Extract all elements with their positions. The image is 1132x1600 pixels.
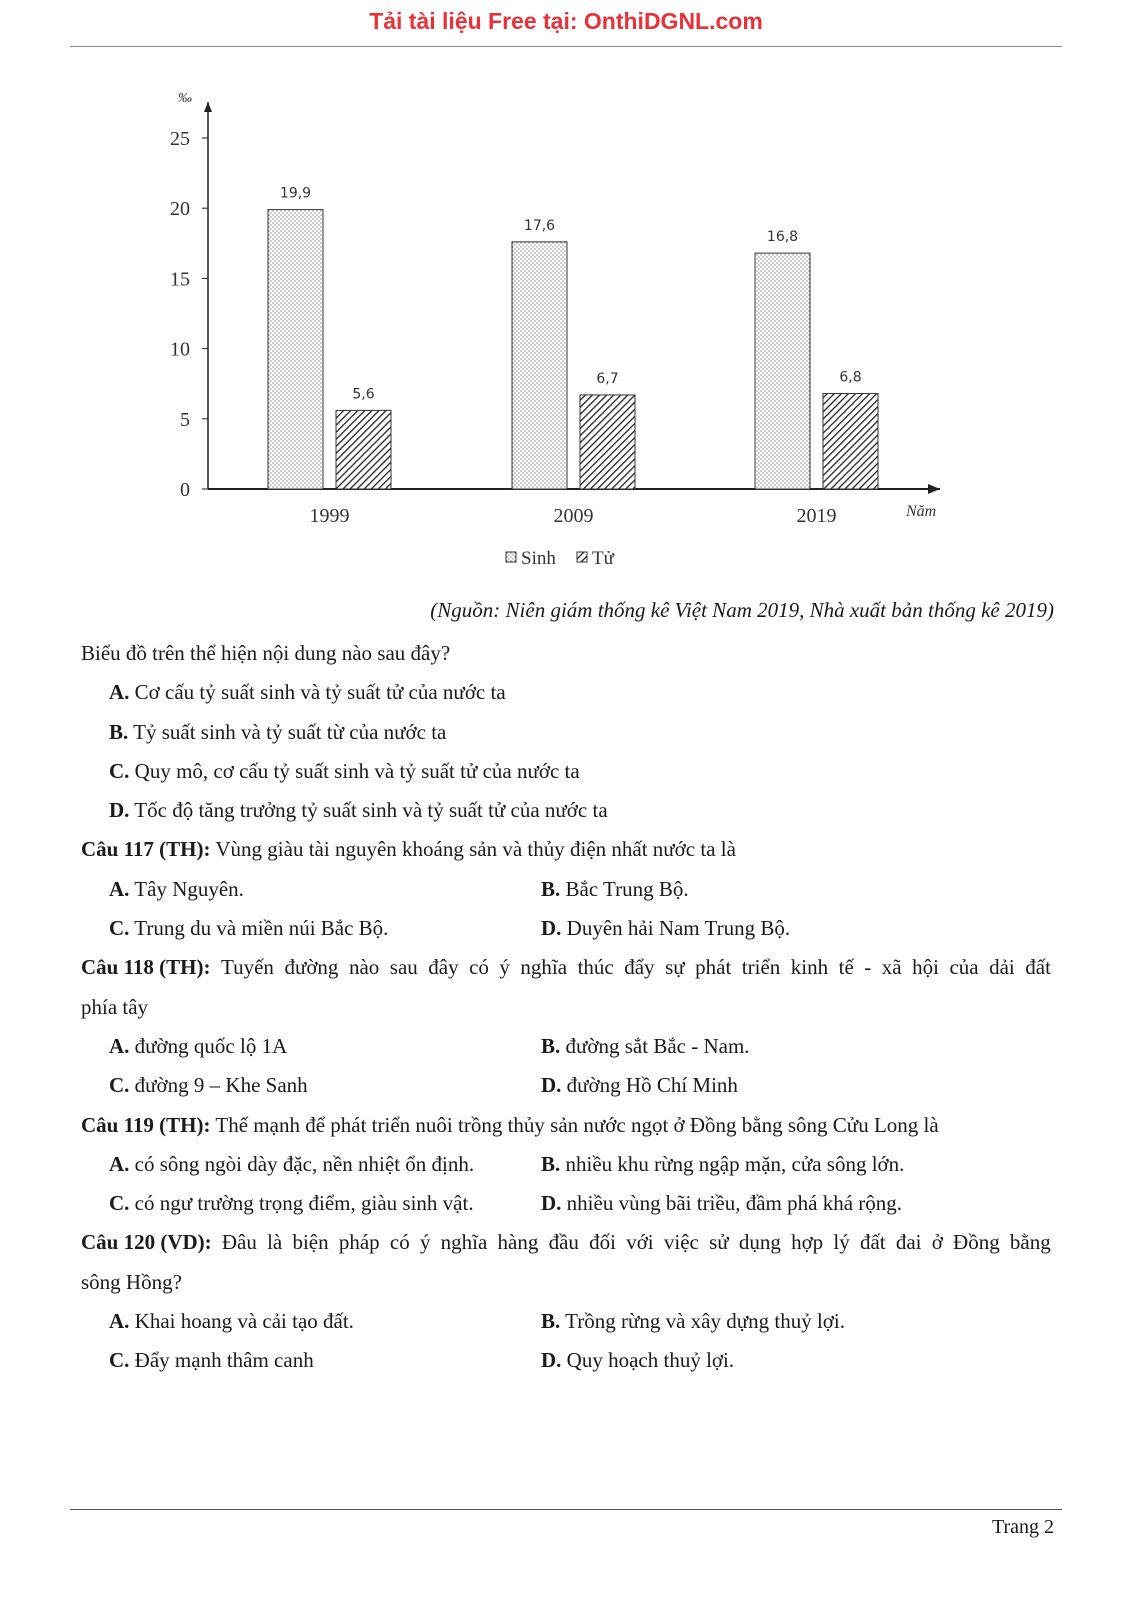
x-tick-label: 2009 (553, 505, 594, 527)
legend-swatch (506, 552, 516, 562)
q116-option-c[interactable]: C. Quy mô, cơ cấu tỷ suất sinh và tỷ suất tử của nước ta (109, 758, 580, 783)
q119-option-a[interactable]: A. có sông ngòi dày đặc, nền nhiệt ổn định. (109, 1151, 475, 1176)
death-bar (336, 410, 391, 489)
q118-word: có (469, 955, 489, 980)
q118-word: sau (389, 955, 418, 980)
q118-word: đây (428, 955, 459, 980)
q117-option-c[interactable]: C. Trung du và miền núi Bắc Bộ. (109, 916, 389, 941)
q117-option-a[interactable]: A. Tây Nguyên. (109, 876, 244, 901)
q118-word: dải (989, 955, 1015, 980)
page-number: Trang 2 (991, 1516, 1054, 1538)
header-divider (70, 46, 1062, 47)
question-118 (81, 948, 1051, 987)
x-axis-arrow (928, 484, 940, 494)
q118-option-a[interactable]: A. đường quốc lộ 1A (109, 1033, 288, 1058)
q118-word: triển (741, 955, 781, 980)
q118-word: đất (1025, 955, 1051, 980)
q120-word: lý (833, 1230, 850, 1255)
q120-option-b[interactable]: B. Trồng rừng và xây dựng thuỷ lợi. (541, 1309, 845, 1334)
q118-word: nào (348, 955, 380, 980)
q120-word: hợp (791, 1230, 824, 1255)
question-116-text: Biểu đồ trên thể hiện nội dung nào sau đây? (81, 641, 451, 665)
q120-word: việc (663, 1230, 699, 1255)
q118-word: tế (838, 955, 854, 980)
q120-word: dụng (738, 1230, 781, 1255)
q120-word: ở (931, 1230, 943, 1255)
q120-word: bằng (1009, 1230, 1051, 1255)
q118-word: phát (695, 955, 732, 980)
q120-word: đai (895, 1230, 922, 1255)
q120-word: có (389, 1230, 410, 1255)
q118-word: đường (284, 955, 339, 980)
q120-word: pháp (338, 1230, 380, 1255)
x-tick-label: 1999 (309, 505, 350, 527)
q117-option-b[interactable]: B. Bắc Trung Bộ. (541, 876, 689, 901)
x-tick-label: 2019 (796, 505, 837, 527)
y-tick-label: 15 (170, 268, 190, 291)
question-120 (81, 1223, 1051, 1262)
q120-option-c[interactable]: C. Đẩy mạnh thâm canh (109, 1348, 314, 1373)
q120-label: Câu 120 (VD): (81, 1230, 212, 1255)
q118-word: đẩy (624, 955, 655, 980)
death-bar (580, 395, 635, 489)
q120-word: nghĩa (440, 1230, 488, 1255)
q118-word: nghĩa (520, 955, 568, 980)
data-label: 19,9 (279, 185, 312, 202)
q118-word: - (864, 955, 872, 980)
question-list (81, 634, 1051, 1381)
q120-word: Đâu (221, 1230, 257, 1255)
q120-word: sử (709, 1230, 729, 1255)
legend-label: Tử (592, 548, 614, 569)
q118-option-d[interactable]: D. đường Hồ Chí Minh (541, 1073, 738, 1098)
data-label: 5,6 (352, 386, 375, 403)
q119-option-c[interactable]: C. có ngư trường trọng điểm, giàu sinh vật. (109, 1191, 474, 1216)
y-tick-label: 25 (170, 128, 190, 150)
q116-option-d[interactable]: D. Tốc độ tăng trưởng tỷ suất sinh và tỷ suất tử của nước ta (109, 798, 608, 823)
birth-bar (512, 242, 567, 489)
download-banner[interactable]: Tải tài liệu Free tại: OnthiDGNL.com (369, 8, 763, 34)
chart-source: (Nguồn: Niên giám thống kê Việt Nam 2019, Nhà xuất bản thống kê 2019) (430, 598, 1054, 622)
birth-bar (755, 253, 810, 489)
q120-word: Đồng (953, 1230, 1000, 1255)
q118-word: Tuyến (221, 955, 274, 980)
y-axis-unit: ‰ (178, 91, 192, 106)
q118-word: hội (912, 955, 939, 980)
data-label: 6,7 (596, 370, 619, 387)
question-117: Câu 117 (TH): Vùng giàu tài nguyên khoáng sản và thủy điện nhất nước ta là (81, 837, 736, 862)
q116-option-a[interactable]: A. Cơ cấu tỷ suất sinh và tỷ suất tử của nước ta (109, 680, 506, 705)
q120-word: ý (419, 1230, 431, 1255)
q120-word: là (267, 1230, 283, 1255)
legend-swatch (577, 552, 587, 562)
q119-option-b[interactable]: B. nhiều khu rừng ngập mặn, cửa sông lớn. (541, 1151, 905, 1176)
death-bar (823, 394, 878, 489)
footer-divider (70, 1509, 1062, 1510)
q118-label: Câu 118 (TH): (81, 955, 211, 980)
birth-death-rate-chart (150, 80, 970, 580)
q120-word: với (626, 1230, 654, 1255)
q117-option-d[interactable]: D. Duyên hải Nam Trung Bộ. (541, 916, 791, 941)
q120-word: đầu (548, 1230, 579, 1255)
birth-bar (268, 210, 323, 489)
q120-option-d[interactable]: D. Quy hoạch thuỷ lợi. (541, 1348, 735, 1373)
q116-option-b[interactable]: B. Tỷ suất sinh và tỷ suất từ của nước ta (109, 719, 447, 744)
data-label: 17,6 (523, 217, 556, 234)
y-tick-label: 0 (180, 479, 190, 501)
q120-word: đất (859, 1230, 886, 1255)
q118-option-b[interactable]: B. đường sắt Bắc - Nam. (541, 1033, 750, 1058)
y-axis-arrow (204, 102, 212, 112)
data-label: 16,8 (766, 229, 799, 246)
q118-word: của (949, 955, 979, 980)
question-118-line2: phía tây (81, 994, 149, 1019)
q120-word: biện (292, 1230, 329, 1255)
question-120-line2: sông Hồng? (81, 1269, 182, 1294)
q118-word: xã (881, 955, 902, 980)
q118-word: sự (665, 955, 685, 980)
legend-label: Sinh (521, 548, 556, 569)
y-tick-label: 5 (180, 408, 190, 431)
q120-word: đối (589, 1230, 616, 1255)
y-tick-label: 10 (170, 338, 190, 361)
q120-option-a[interactable]: A. Khai hoang và cải tạo đất. (109, 1309, 354, 1334)
q118-word: thúc (577, 955, 614, 980)
question-119: Câu 119 (TH): Thế mạnh để phát triển nuôi trồng thủy sản nước ngọt ở Đồng bằng sông Cửu Long là (81, 1112, 939, 1137)
q120-word: hàng (497, 1230, 539, 1255)
q119-option-d[interactable]: D. nhiều vùng bãi triều, đầm phá khá rộng. (541, 1191, 903, 1216)
x-axis-label: Năm (906, 503, 937, 520)
data-label: 6,8 (839, 369, 862, 386)
q118-word: ý (499, 955, 510, 980)
y-tick-label: 20 (170, 198, 190, 221)
q118-option-c[interactable]: C. đường 9 – Khe Sanh (109, 1073, 308, 1098)
q118-word: kinh (790, 955, 829, 980)
